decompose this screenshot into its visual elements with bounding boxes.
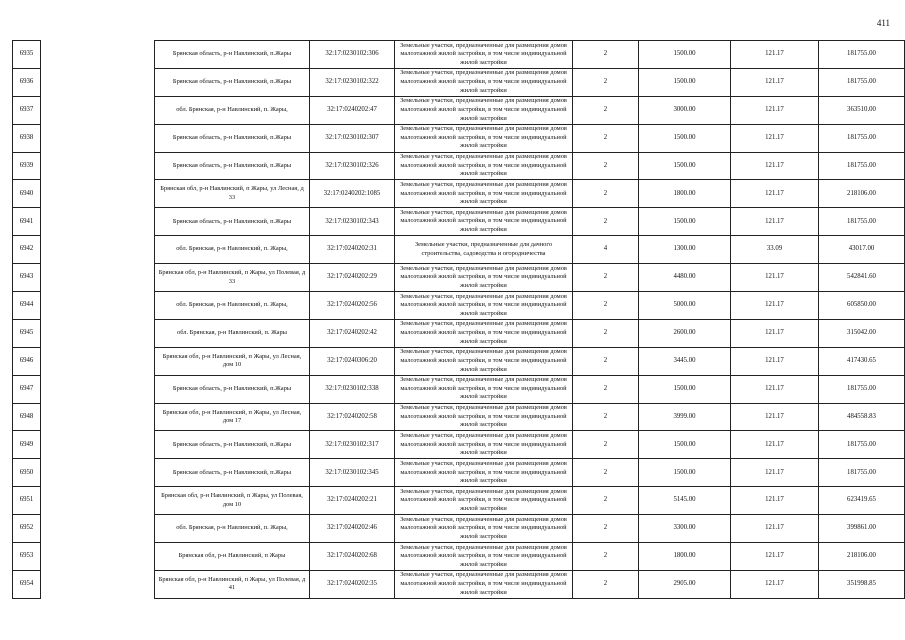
cadastral-value-cell: 181755.00 bbox=[819, 41, 905, 69]
specific-value-cell: 121.17 bbox=[731, 487, 819, 515]
row-number-cell: 6945 bbox=[13, 319, 41, 347]
cadastral-value-cell: 181755.00 bbox=[819, 124, 905, 152]
group-cell: 4 bbox=[573, 236, 639, 264]
cadastral-value-cell: 43017.00 bbox=[819, 236, 905, 264]
row-number-cell: 6936 bbox=[13, 68, 41, 96]
cadastral-number-cell: 32:17:0230102:345 bbox=[310, 459, 395, 487]
row-number-cell: 6944 bbox=[13, 292, 41, 320]
row-number-cell: 6946 bbox=[13, 347, 41, 375]
table-row bbox=[13, 375, 905, 403]
cadastral-number-cell: 32:17:0230102:343 bbox=[310, 208, 395, 236]
specific-value-cell: 121.17 bbox=[731, 208, 819, 236]
area-cell: 2600.00 bbox=[639, 319, 731, 347]
area-cell: 1500.00 bbox=[639, 459, 731, 487]
group-cell: 2 bbox=[573, 543, 639, 571]
cadastral-value-cell: 351998.85 bbox=[819, 570, 905, 598]
land-use-cell: Земельные участки, предназначенные для размещения домов малоэтажной жилой застройки, в том числе индивидуальной жилой застройки bbox=[395, 124, 573, 152]
specific-value-cell: 121.17 bbox=[731, 68, 819, 96]
address-cell: Брянская область, р-н Навлинский, п.Жары bbox=[155, 152, 310, 180]
cadastral-value-cell: 181755.00 bbox=[819, 459, 905, 487]
cadastral-value-cell: 605850.00 bbox=[819, 292, 905, 320]
cadastral-number-cell: 32:17:0240202:35 bbox=[310, 570, 395, 598]
land-use-cell: Земельные участки, предназначенные для размещения домов малоэтажной жилой застройки, в том числе индивидуальной жилой застройки bbox=[395, 180, 573, 208]
spacer-cell bbox=[41, 403, 155, 431]
spacer-cell bbox=[41, 152, 155, 180]
spacer-cell bbox=[41, 487, 155, 515]
row-number-cell: 6940 bbox=[13, 180, 41, 208]
row-number-cell: 6950 bbox=[13, 459, 41, 487]
area-cell: 1500.00 bbox=[639, 152, 731, 180]
group-cell: 2 bbox=[573, 96, 639, 124]
land-use-cell: Земельные участки, предназначенные для размещения домов малоэтажной жилой застройки, в том числе индивидуальной жилой застройки bbox=[395, 515, 573, 543]
table-row bbox=[13, 403, 905, 431]
table-row bbox=[13, 41, 905, 69]
land-use-cell: Земельные участки, предназначенные для размещения домов малоэтажной жилой застройки, в том числе индивидуальной жилой застройки bbox=[395, 41, 573, 69]
group-cell: 2 bbox=[573, 570, 639, 598]
specific-value-cell: 121.17 bbox=[731, 347, 819, 375]
cadastral-number-cell: 32:17:0240202:47 bbox=[310, 96, 395, 124]
row-number-cell: 6952 bbox=[13, 515, 41, 543]
row-number-cell: 6937 bbox=[13, 96, 41, 124]
land-use-cell: Земельные участки, предназначенные для размещения домов малоэтажной жилой застройки, в том числе индивидуальной жилой застройки bbox=[395, 264, 573, 292]
spacer-cell bbox=[41, 292, 155, 320]
row-number-cell: 6938 bbox=[13, 124, 41, 152]
row-number-cell: 6951 bbox=[13, 487, 41, 515]
cadastral-value-cell: 542841.60 bbox=[819, 264, 905, 292]
spacer-cell bbox=[41, 180, 155, 208]
cadastral-number-cell: 32:17:0240202:42 bbox=[310, 319, 395, 347]
table-row bbox=[13, 124, 905, 152]
group-cell: 2 bbox=[573, 152, 639, 180]
spacer-cell bbox=[41, 431, 155, 459]
table-row bbox=[13, 487, 905, 515]
address-cell: Брянская область, р-н Навлинский, п.Жары bbox=[155, 459, 310, 487]
address-cell: Брянская обл, р-н Навлинский, п Жары, ул Лесная, дом 17 bbox=[155, 403, 310, 431]
row-number-cell: 6949 bbox=[13, 431, 41, 459]
table-row bbox=[13, 515, 905, 543]
area-cell: 1500.00 bbox=[639, 68, 731, 96]
cadastral-number-cell: 32:17:0240202:46 bbox=[310, 515, 395, 543]
specific-value-cell: 121.17 bbox=[731, 96, 819, 124]
row-number-cell: 6954 bbox=[13, 570, 41, 598]
specific-value-cell: 121.17 bbox=[731, 180, 819, 208]
land-use-cell: Земельные участки, предназначенные для дачного строительства, садоводства и огородничества bbox=[395, 236, 573, 264]
area-cell: 1300.00 bbox=[639, 236, 731, 264]
area-cell: 1500.00 bbox=[639, 431, 731, 459]
cadastral-value-cell: 181755.00 bbox=[819, 208, 905, 236]
table-row bbox=[13, 431, 905, 459]
row-number-cell: 6935 bbox=[13, 41, 41, 69]
group-cell: 2 bbox=[573, 292, 639, 320]
spacer-cell bbox=[41, 41, 155, 69]
group-cell: 2 bbox=[573, 124, 639, 152]
address-cell: обл. Брянская, р-н Навлинский, п. Жары, bbox=[155, 292, 310, 320]
group-cell: 2 bbox=[573, 431, 639, 459]
specific-value-cell: 121.17 bbox=[731, 292, 819, 320]
row-number-cell: 6948 bbox=[13, 403, 41, 431]
spacer-cell bbox=[41, 124, 155, 152]
area-cell: 1500.00 bbox=[639, 375, 731, 403]
table-row bbox=[13, 292, 905, 320]
spacer-cell bbox=[41, 570, 155, 598]
cadastral-value-table bbox=[12, 40, 905, 599]
table-row bbox=[13, 96, 905, 124]
address-cell: обл. Брянская, р-н Навлинский, п. Жары, bbox=[155, 96, 310, 124]
spacer-cell bbox=[41, 459, 155, 487]
cadastral-number-cell: 32:17:0230102:306 bbox=[310, 41, 395, 69]
area-cell: 1800.00 bbox=[639, 180, 731, 208]
cadastral-number-cell: 32:17:0240202:1085 bbox=[310, 180, 395, 208]
land-use-cell: Земельные участки, предназначенные для размещения домов малоэтажной жилой застройки, в том числе индивидуальной жилой застройки bbox=[395, 347, 573, 375]
spacer-cell bbox=[41, 375, 155, 403]
cadastral-number-cell: 32:17:0230102:307 bbox=[310, 124, 395, 152]
area-cell: 3300.00 bbox=[639, 515, 731, 543]
cadastral-number-cell: 32:17:0240202:56 bbox=[310, 292, 395, 320]
group-cell: 2 bbox=[573, 41, 639, 69]
address-cell: Брянская обл, р-н Навлинский, п Жары bbox=[155, 543, 310, 571]
row-number-cell: 6941 bbox=[13, 208, 41, 236]
address-cell: обл. Брянская, р-н Навлинский, п. Жары, bbox=[155, 515, 310, 543]
specific-value-cell: 121.17 bbox=[731, 124, 819, 152]
cadastral-value-cell: 218106.00 bbox=[819, 543, 905, 571]
cadastral-value-cell: 181755.00 bbox=[819, 375, 905, 403]
spacer-cell bbox=[41, 68, 155, 96]
cadastral-number-cell: 32:17:0240202:68 bbox=[310, 543, 395, 571]
group-cell: 2 bbox=[573, 347, 639, 375]
cadastral-value-cell: 484558.83 bbox=[819, 403, 905, 431]
cadastral-value-cell: 181755.00 bbox=[819, 152, 905, 180]
specific-value-cell: 121.17 bbox=[731, 431, 819, 459]
cadastral-value-cell: 417430.65 bbox=[819, 347, 905, 375]
address-cell: Брянская обл, р-н Навлинский, п Жары, ул Полевая, д 41 bbox=[155, 570, 310, 598]
table-row bbox=[13, 180, 905, 208]
spacer-cell bbox=[41, 515, 155, 543]
table-row bbox=[13, 152, 905, 180]
group-cell: 2 bbox=[573, 68, 639, 96]
table-row bbox=[13, 236, 905, 264]
address-cell: обл. Брянская, р-н Навлинский, п. Жары, bbox=[155, 236, 310, 264]
group-cell: 2 bbox=[573, 403, 639, 431]
spacer-cell bbox=[41, 319, 155, 347]
land-use-cell: Земельные участки, предназначенные для размещения домов малоэтажной жилой застройки, в том числе индивидуальной жилой застройки bbox=[395, 68, 573, 96]
spacer-cell bbox=[41, 543, 155, 571]
table-row bbox=[13, 570, 905, 598]
row-number-cell: 6953 bbox=[13, 543, 41, 571]
cadastral-value-cell: 363510.00 bbox=[819, 96, 905, 124]
cadastral-number-cell: 32:17:0230102:326 bbox=[310, 152, 395, 180]
cadastral-number-cell: 32:17:0230102:322 bbox=[310, 68, 395, 96]
group-cell: 2 bbox=[573, 264, 639, 292]
land-use-cell: Земельные участки, предназначенные для размещения домов малоэтажной жилой застройки, в том числе индивидуальной жилой застройки bbox=[395, 152, 573, 180]
area-cell: 1500.00 bbox=[639, 124, 731, 152]
area-cell: 3445.00 bbox=[639, 347, 731, 375]
cadastral-value-cell: 623419.65 bbox=[819, 487, 905, 515]
area-cell: 5145.00 bbox=[639, 487, 731, 515]
address-cell: Брянская область, р-н Навлинский, п.Жары bbox=[155, 124, 310, 152]
group-cell: 2 bbox=[573, 319, 639, 347]
land-use-cell: Земельные участки, предназначенные для размещения домов малоэтажной жилой застройки, в том числе индивидуальной жилой застройки bbox=[395, 487, 573, 515]
table-body bbox=[13, 41, 905, 599]
land-use-cell: Земельные участки, предназначенные для размещения домов малоэтажной жилой застройки, в том числе индивидуальной жилой застройки bbox=[395, 403, 573, 431]
address-cell: Брянская область, р-н Навлинский, п.Жары bbox=[155, 375, 310, 403]
group-cell: 2 bbox=[573, 459, 639, 487]
land-use-cell: Земельные участки, предназначенные для размещения домов малоэтажной жилой застройки, в том числе индивидуальной жилой застройки bbox=[395, 292, 573, 320]
cadastral-number-cell: 32:17:0230102:317 bbox=[310, 431, 395, 459]
specific-value-cell: 121.17 bbox=[731, 570, 819, 598]
cadastral-value-cell: 315042.00 bbox=[819, 319, 905, 347]
specific-value-cell: 33.09 bbox=[731, 236, 819, 264]
area-cell: 4480.00 bbox=[639, 264, 731, 292]
group-cell: 2 bbox=[573, 180, 639, 208]
group-cell: 2 bbox=[573, 208, 639, 236]
row-number-cell: 6947 bbox=[13, 375, 41, 403]
address-cell: Брянская обл, р-н Навлинский, п Жары, ул Полевая, д 33 bbox=[155, 264, 310, 292]
cadastral-number-cell: 32:17:0240202:29 bbox=[310, 264, 395, 292]
cadastral-value-cell: 399861.00 bbox=[819, 515, 905, 543]
specific-value-cell: 121.17 bbox=[731, 375, 819, 403]
specific-value-cell: 121.17 bbox=[731, 264, 819, 292]
land-use-cell: Земельные участки, предназначенные для размещения домов малоэтажной жилой застройки, в том числе индивидуальной жилой застройки bbox=[395, 431, 573, 459]
table-row bbox=[13, 208, 905, 236]
table-row bbox=[13, 319, 905, 347]
address-cell: Брянская обл, р-н Навлинский, п Жары, ул Лесная, дом 10 bbox=[155, 347, 310, 375]
cadastral-number-cell: 32:17:0240306:20 bbox=[310, 347, 395, 375]
land-use-cell: Земельные участки, предназначенные для размещения домов малоэтажной жилой застройки, в том числе индивидуальной жилой застройки bbox=[395, 375, 573, 403]
area-cell: 3000.00 bbox=[639, 96, 731, 124]
table-row bbox=[13, 68, 905, 96]
area-cell: 3999.00 bbox=[639, 403, 731, 431]
cadastral-value-cell: 218106.00 bbox=[819, 180, 905, 208]
table-row bbox=[13, 347, 905, 375]
row-number-cell: 6939 bbox=[13, 152, 41, 180]
address-cell: обл. Брянская, р-н Навлинский, п. Жары bbox=[155, 319, 310, 347]
specific-value-cell: 121.17 bbox=[731, 152, 819, 180]
specific-value-cell: 121.17 bbox=[731, 515, 819, 543]
table-row bbox=[13, 543, 905, 571]
land-use-cell: Земельные участки, предназначенные для размещения домов малоэтажной жилой застройки, в том числе индивидуальной жилой застройки bbox=[395, 96, 573, 124]
row-number-cell: 6943 bbox=[13, 264, 41, 292]
specific-value-cell: 121.17 bbox=[731, 459, 819, 487]
group-cell: 2 bbox=[573, 375, 639, 403]
row-number-cell: 6942 bbox=[13, 236, 41, 264]
area-cell: 1500.00 bbox=[639, 208, 731, 236]
address-cell: Брянская область, р-н Навлинский, п.Жары bbox=[155, 431, 310, 459]
spacer-cell bbox=[41, 236, 155, 264]
spacer-cell bbox=[41, 208, 155, 236]
spacer-cell bbox=[41, 347, 155, 375]
cadastral-number-cell: 32:17:0230102:338 bbox=[310, 375, 395, 403]
land-use-cell: Земельные участки, предназначенные для размещения домов малоэтажной жилой застройки, в том числе индивидуальной жилой застройки bbox=[395, 543, 573, 571]
spacer-cell bbox=[41, 96, 155, 124]
area-cell: 5000.00 bbox=[639, 292, 731, 320]
table-row bbox=[13, 459, 905, 487]
group-cell: 2 bbox=[573, 487, 639, 515]
address-cell: Брянская область, р-н Навлинский, п.Жары bbox=[155, 208, 310, 236]
area-cell: 1500.00 bbox=[639, 41, 731, 69]
cadastral-number-cell: 32:17:0240202:31 bbox=[310, 236, 395, 264]
area-cell: 1800.00 bbox=[639, 543, 731, 571]
specific-value-cell: 121.17 bbox=[731, 41, 819, 69]
address-cell: Брянская область, р-н Навлинский, п.Жары bbox=[155, 68, 310, 96]
cadastral-number-cell: 32:17:0240202:21 bbox=[310, 487, 395, 515]
cadastral-number-cell: 32:17:0240202:58 bbox=[310, 403, 395, 431]
address-cell: Брянская область, р-н Навлинский, п.Жары bbox=[155, 41, 310, 69]
page-number: 411 bbox=[876, 18, 890, 28]
address-cell: Брянская обл, р-н Навлинский, п Жары, ул Лесная, д 33 bbox=[155, 180, 310, 208]
specific-value-cell: 121.17 bbox=[731, 403, 819, 431]
land-use-cell: Земельные участки, предназначенные для размещения домов малоэтажной жилой застройки, в том числе индивидуальной жилой застройки bbox=[395, 570, 573, 598]
table-row bbox=[13, 264, 905, 292]
specific-value-cell: 121.17 bbox=[731, 543, 819, 571]
specific-value-cell: 121.17 bbox=[731, 319, 819, 347]
group-cell: 2 bbox=[573, 515, 639, 543]
land-use-cell: Земельные участки, предназначенные для размещения домов малоэтажной жилой застройки, в том числе индивидуальной жилой застройки bbox=[395, 319, 573, 347]
spacer-cell bbox=[41, 264, 155, 292]
address-cell: Брянская обл, р-н Навлинский, п Жары, ул Полевая, дом 10 bbox=[155, 487, 310, 515]
area-cell: 2905.00 bbox=[639, 570, 731, 598]
cadastral-value-cell: 181755.00 bbox=[819, 68, 905, 96]
land-use-cell: Земельные участки, предназначенные для размещения домов малоэтажной жилой застройки, в том числе индивидуальной жилой застройки bbox=[395, 459, 573, 487]
land-use-cell: Земельные участки, предназначенные для размещения домов малоэтажной жилой застройки, в том числе индивидуальной жилой застройки bbox=[395, 208, 573, 236]
cadastral-value-cell: 181755.00 bbox=[819, 431, 905, 459]
